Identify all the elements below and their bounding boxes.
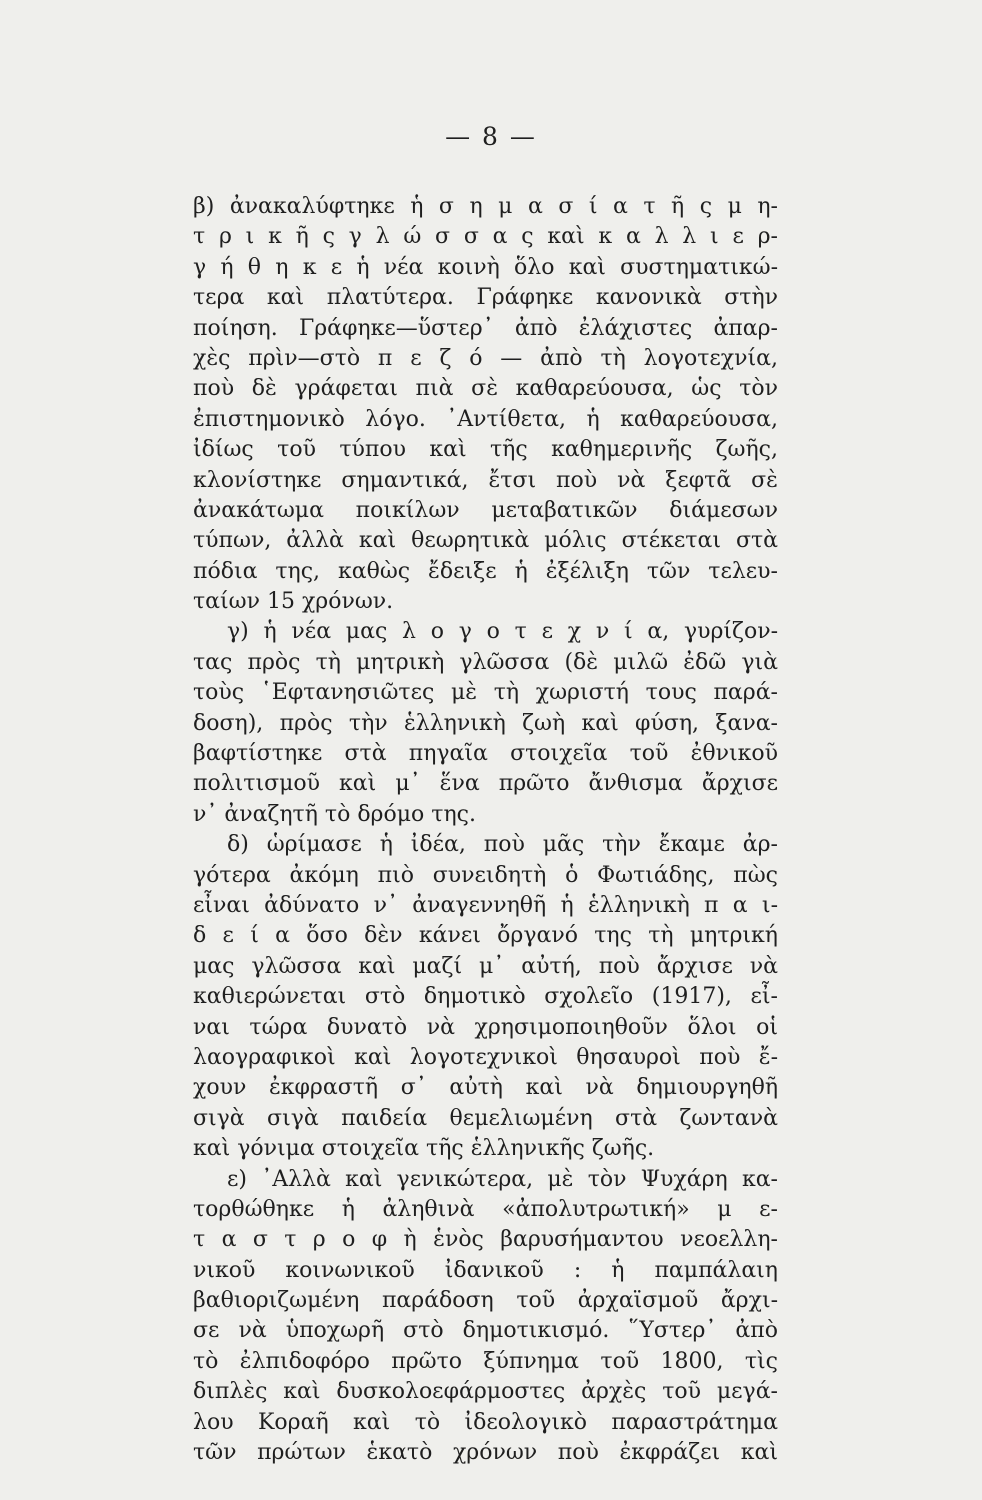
text-line: ταίων 15 χρόνων. bbox=[193, 589, 394, 615]
text-line: τ α σ τ ρ ο φ ὴ ἑνὸς βαρυσήμαντου νεοελλη- bbox=[193, 1227, 778, 1253]
text-line: τορθώθηκε ἡ ἀληθινὰ «ἀπολυτρωτική» μ ε- bbox=[193, 1196, 778, 1222]
text-line: ποίηση. Γράφηκε—ὕστερ᾽ ἀπὸ ἐλάχιστες ἀπαρ- bbox=[193, 315, 778, 341]
text-line: ναι τώρα δυνατὸ νὰ χρησιμοποιηθοῦν ὅλοι οἱ bbox=[193, 1014, 778, 1040]
text-line: τας πρὸς τὴ μητρικὴ γλῶσσα (δὲ μιλῶ ἐδῶ γιὰ bbox=[193, 649, 778, 675]
text-line: λου Κοραῆ καὶ τὸ ἰδεολογικὸ παραστράτημα bbox=[193, 1409, 778, 1435]
text-line: γ ή θ η κ ε ἡ νέα κοινὴ ὅλο καὶ συστηματικώ- bbox=[193, 254, 778, 280]
text-line: τερα καὶ πλατύτερα. Γράφηκε κανονικὰ στὴν bbox=[193, 285, 778, 311]
page-number: — 8 — bbox=[445, 122, 537, 151]
text-line: δοση), πρὸς τὴν ἑλληνικὴ ζωὴ καὶ φύση, ξανα- bbox=[193, 710, 778, 736]
text-line: τύπων, ἀλλὰ καὶ θεωρητικὰ μόλις στέκεται στὰ bbox=[193, 528, 778, 554]
body-text bbox=[193, 192, 778, 1468]
text-line: πολιτισμοῦ καὶ μ᾽ ἕνα πρῶτο ἄνθισμα ἄρχισε bbox=[193, 771, 778, 797]
text-line: σιγὰ σιγὰ παιδεία θεμελιωμένη στὰ ζωντανὰ bbox=[193, 1105, 778, 1131]
text-line: σε νὰ ὑποχωρῆ στὸ δημοτικισμό. ῞Υστερ᾽ ἀπὸ bbox=[193, 1318, 778, 1344]
text-line: διπλὲς καὶ δυσκολοεφάρμοστες ἀρχὲς τοῦ μεγά- bbox=[193, 1379, 778, 1405]
text-line: καὶ γόνιμα στοιχεῖα τῆς ἑλληνικῆς ζωῆς. bbox=[193, 1136, 655, 1162]
text-line: ἰδίως τοῦ τύπου καὶ τῆς καθημερινῆς ζωῆς, bbox=[193, 437, 778, 463]
text-line: γότερα ἀκόμη πιὸ συνειδητὴ ὁ Φωτιάδης, πὼς bbox=[193, 862, 778, 888]
text-line: ε) ᾽Αλλὰ καὶ γενικώτερα, μὲ τὸν Ψυχάρη κα- bbox=[227, 1166, 778, 1192]
text-line: κλονίστηκε σημαντικά, ἔτσι ποὺ νὰ ξεφτᾶ σὲ bbox=[193, 467, 778, 493]
text-line: τοὺς ῾Εφτανησιῶτες μὲ τὴ χωριστή τους παρά- bbox=[193, 680, 778, 706]
text-line: τ ρ ι κ ῆ ς γ λ ώ σ σ α ς καὶ κ α λ λ ι ε ρ- bbox=[193, 224, 778, 250]
text-line: εἶναι ἀδύνατο ν᾽ ἀναγεννηθῆ ἡ ἑλληνικὴ π α ι- bbox=[193, 892, 778, 918]
text-line: χὲς πρὶν—στὸ π ε ζ ό — ἀπὸ τὴ λογοτεχνία, bbox=[193, 345, 778, 371]
text-line: τῶν πρώτων ἑκατὸ χρόνων ποὺ ἐκφράζει καὶ bbox=[193, 1440, 778, 1466]
text-line: νικοῦ κοινωνικοῦ ἰδανικοῦ : ἡ παμπάλαιη bbox=[193, 1257, 778, 1283]
text-line: λαογραφικοὶ καὶ λογοτεχνικοὶ θησαυροὶ ποὺ ἔ- bbox=[193, 1044, 778, 1070]
text-line: χουν ἐκφραστῆ σ᾽ αὐτὴ καὶ νὰ δημιουργηθῆ bbox=[193, 1075, 778, 1101]
text-line: βαθιοριζωμένη παράδοση τοῦ ἀρχαϊσμοῦ ἄρχι- bbox=[193, 1288, 778, 1314]
text-line: βαφτίστηκε στὰ πηγαῖα στοιχεῖα τοῦ ἐθνικοῦ bbox=[193, 741, 778, 767]
text-line: καθιερώνεται στὸ δημοτικὸ σχολεῖο (1917), εἶ- bbox=[193, 984, 778, 1010]
text-line: μας γλῶσσα καὶ μαζί μ᾽ αὐτή, ποὺ ἄρχισε νὰ bbox=[193, 953, 778, 979]
text-line: ἀνακάτωμα ποικίλων μεταβατικῶν διάμεσων bbox=[193, 497, 778, 523]
text-line: γ) ἡ νέα μας λ ο γ ο τ ε χ ν ί α, γυρίζον- bbox=[227, 619, 778, 645]
text-line: ν᾽ ἀναζητῆ τὸ δρόμο της. bbox=[193, 801, 476, 827]
text-line: ἐπιστημονικὸ λόγο. ᾽Αντίθετα, ἡ καθαρεύουσα, bbox=[193, 406, 778, 432]
text-line: πόδια της, καθὼς ἔδειξε ἡ ἐξέλιξη τῶν τελευ- bbox=[193, 558, 778, 584]
text-line: δ) ὡρίμασε ἡ ἰδέα, ποὺ μᾶς τὴν ἔκαμε ἀρ- bbox=[227, 832, 778, 858]
text-line: β) ἀνακαλύφτηκε ἡ σ η μ α σ ί α τ ῆ ς μ η- bbox=[193, 194, 778, 219]
text-line: ποὺ δὲ γράφεται πιὰ σὲ καθαρεύουσα, ὡς τὸν bbox=[193, 376, 778, 402]
text-line: δ ε ί α ὅσο δὲν κάνει ὄργανό της τὴ μητρική bbox=[193, 923, 778, 949]
text-line: τὸ ἐλπιδοφόρο πρῶτο ξύπνημα τοῦ 1800, τὶς bbox=[193, 1348, 778, 1374]
